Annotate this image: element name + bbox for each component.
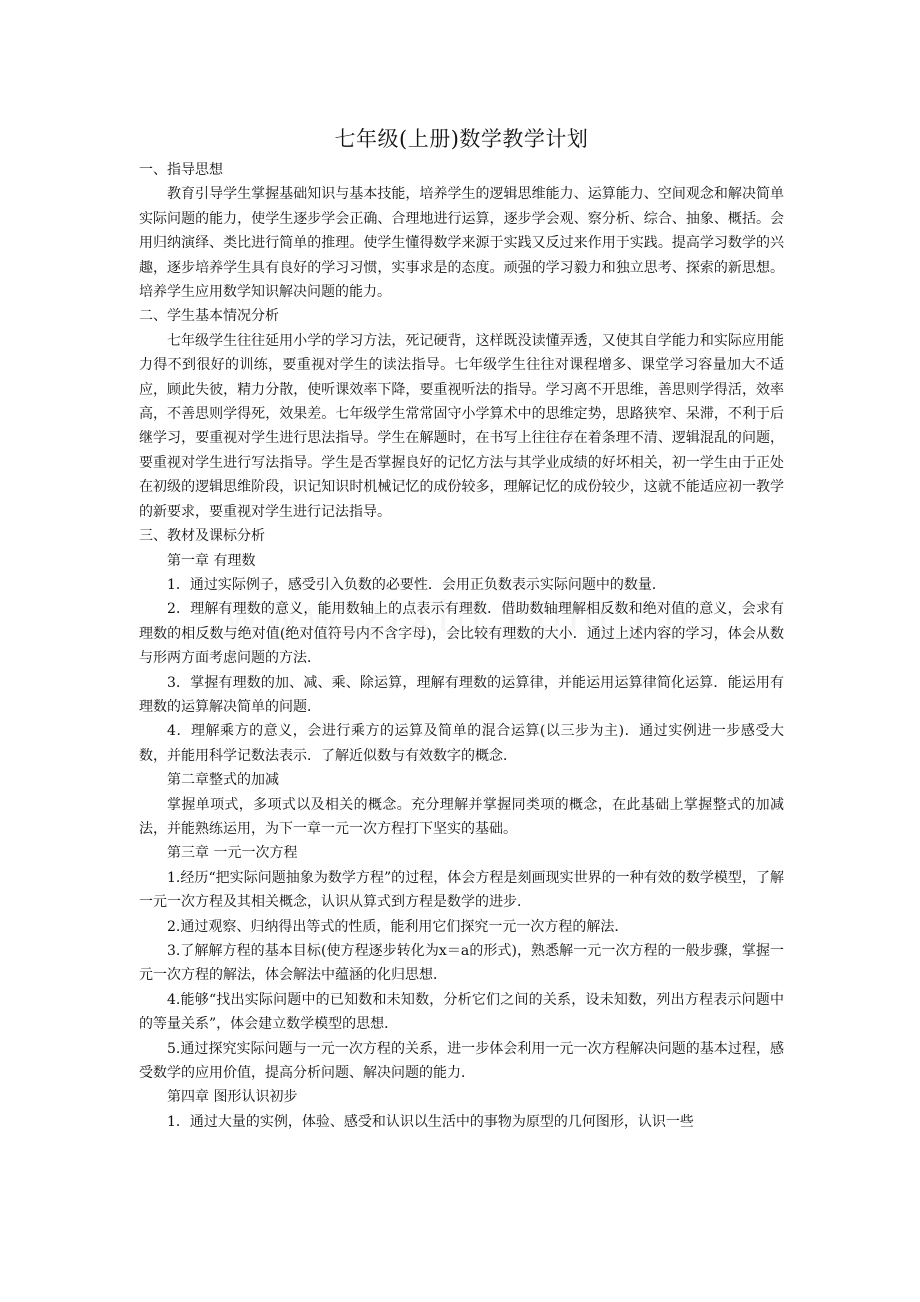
- body-paragraph: 2.通过观察、归纳得出等式的性质，能利用它们探究一元一次方程的解法．: [167, 918, 629, 935]
- paragraph-list: [139, 158, 784, 1134]
- section-heading: 二、学生基本情况分析: [139, 308, 279, 325]
- section-heading: 三、教材及课标分析: [139, 528, 265, 545]
- body-paragraph: 第三章 一元一次方程: [167, 845, 298, 862]
- body-paragraph: 教育引导学生掌握基础知识与基本技能，培养学生的逻辑思维能力、运算能力、空间观念和解决简单实际问题的能力，使学生逐步学会正确、合理地进行运算，逐步学会观、察分析、综合、抽象、概括。会用归纳演绎、类比进行简单的推理。使学生懂得数学来源于实践又反过来作用于实践。提高学习数学的兴趣，逐步培养学生具有良好的学习习惯，实事求是的态度。顽强的学习毅力和独立思考、探索的新思想。培养学生应用数学知识解决问题的能力。: [139, 186, 784, 301]
- section-heading: 一、指导思想: [139, 162, 223, 178]
- body-paragraph: 第四章 图形认识初步: [167, 1089, 298, 1106]
- body-paragraph: 第一章 有理数: [167, 552, 256, 569]
- body-paragraph: 5.通过探究实际问题与一元一次方程的关系，进一步体会利用一元一次方程解决问题的基本过程，感受数学的应用价值，提高分析问题、解决问题的能力．: [139, 1040, 784, 1082]
- body-paragraph: 七年级学生往往延用小学的学习方法，死记硬背，这样既没读懂弄透，又使其自学能力和实际应用能力得不到很好的训练，要重视对学生的读法指导。七年级学生往往对课程增多、课堂学习容量加大不适应，顾此失彼，精力分散，使听课效率下降，要重视听法的指导。学习离不开思维，善思则学得活，效率高，不善思则学得死，效果差。七年级学生常常固守小学算术中的思维定势，思路狭窄、呆滞，不利于后继学习，要重视对学生进行思法指导。学生在解题时，在书写上往往存在着条理不清、逻辑混乱的问题，要重视对学生进行写法指导。学生是否掌握良好的记忆方法与其学业成绩的好坏相关，初一学生由于正处在初级的逻辑思维阶段，识记知识时机械记忆的成份较多，理解记忆的成份较少，这就不能适应初一教学的新要求，要重视对学生进行记法指导。: [139, 332, 784, 520]
- body-paragraph: 3．掌握有理数的加、减、乘、除运算，理解有理数的运算律，并能运用运算律简化运算．能运用有理数的运算解决简单的问题．: [139, 674, 784, 715]
- body-paragraph: 1．通过大量的实例，体验、感受和认识以生活中的事物为原型的几何图形，认识一些: [167, 1113, 694, 1130]
- body-paragraph: 第二章整式的加减: [167, 772, 279, 789]
- document-title: 七年级(上册)数学教学计划: [334, 127, 589, 151]
- body-paragraph: 4．理解乘方的意义，会进行乘方的运算及简单的混合运算(以三步为主)．通过实例进一步感受大数，并能用科学记数法表示．了解近似数与有效数字的概念．: [139, 723, 784, 764]
- body-paragraph: 2．理解有理数的意义，能用数轴上的点表示有理数．借助数轴理解相反数和绝对值的意义，会求有理数的相反数与绝对值(绝对值符号内不含字母)，会比较有理数的大小．通过上述内容的学习，体会从数与形两方面考虑问题的方法．: [139, 601, 784, 667]
- body-paragraph: 4.能够“找出实际问题中的已知数和未知数，分析它们之间的关系，设未知数，列出方程表示问题中的等量关系”，体会建立数学模型的思想．: [139, 991, 784, 1033]
- body-paragraph: 3.了解解方程的基本目标(使方程逐步转化为x＝a的形式)，熟悉解一元一次方程的一般步骤，掌握一元一次方程的解法，体会解法中蕴涵的化归思想．: [139, 943, 784, 984]
- body-paragraph: 1.经历“把实际问题抽象为数学方程”的过程，体会方程是刻画现实世界的一种有效的数学模型，了解一元一次方程及其相关概念，认识从算式到方程是数学的进步．: [139, 869, 784, 911]
- body-paragraph: 1．通过实际例子，感受引入负数的必要性．会用正负数表示实际问题中的数量．: [167, 576, 666, 593]
- document-body: [139, 124, 784, 1134]
- body-paragraph: 掌握单项式，多项式以及相关的概念。充分理解并掌握同类项的概念，在此基础上掌握整式的加减法，并能熟练运用，为下一章一元一次方程打下坚实的基础。: [139, 796, 784, 837]
